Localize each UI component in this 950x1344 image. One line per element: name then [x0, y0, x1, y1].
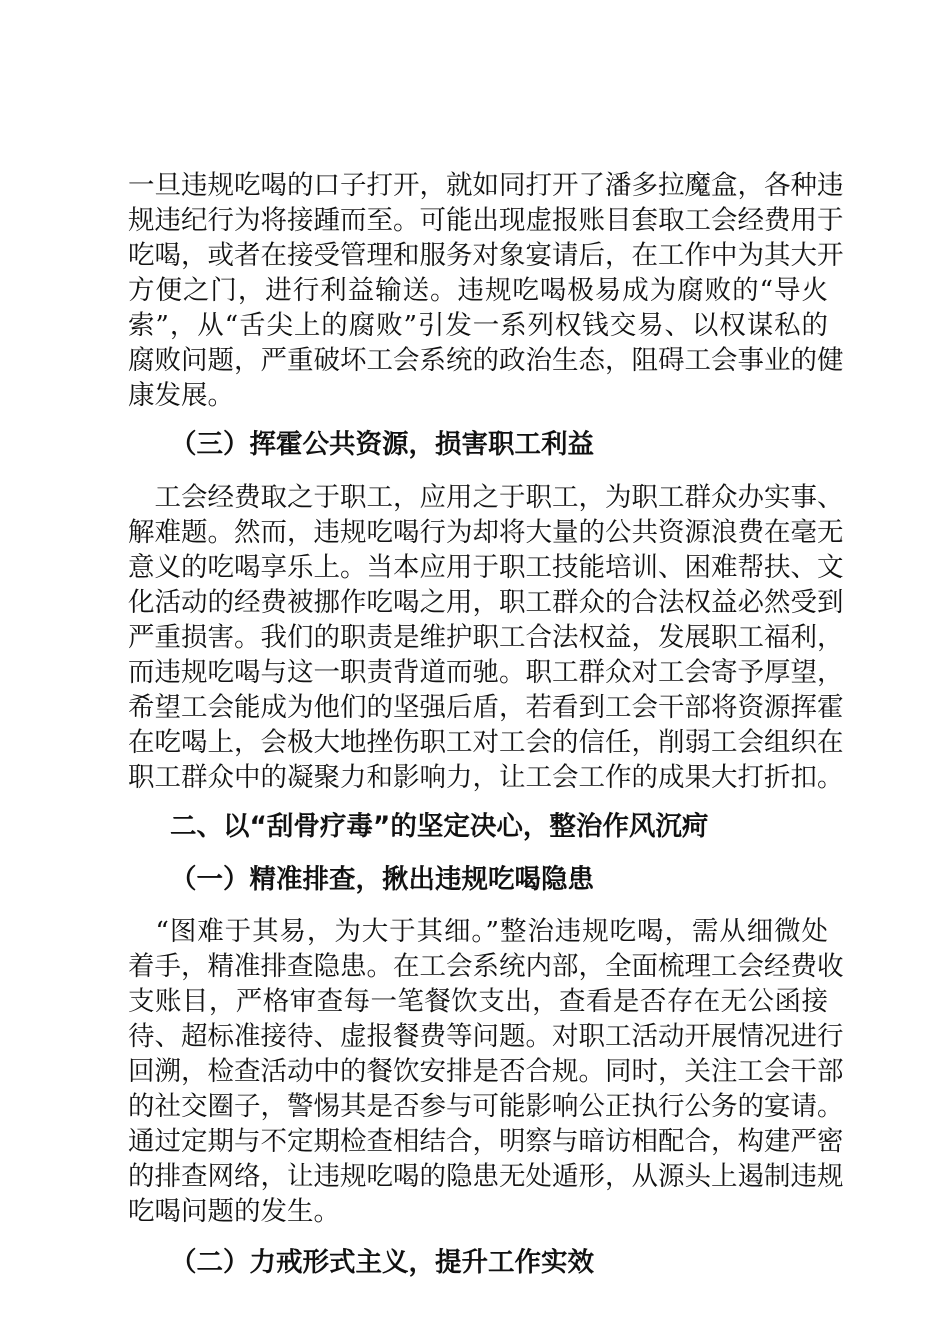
paragraph-line: 方便之门，进行利益输送。违规吃喝极易成为腐败的“导火: [128, 275, 828, 306]
paragraph-line: 通过定期与不定期检查相结合，明察与暗访相配合，构建严密: [128, 1126, 844, 1157]
paragraph-line: 吃喝问题的发生。: [128, 1196, 340, 1227]
paragraph-line: 一旦违规吃喝的口子打开，就如同打开了潘多拉魔盒，各种违: [128, 170, 844, 201]
paragraph-line: “图难于其易，为大于其细。”整治违规吃喝，需从细微处: [128, 916, 828, 947]
paragraph-line: 吃喝，或者在接受管理和服务对象宴请后，在工作中为其大开: [128, 240, 844, 271]
paragraph-line: 腐败问题，严重破坏工会系统的政治生态，阻碍工会事业的健: [128, 345, 844, 376]
paragraph-line: 解难题。然而，违规吃喝行为却将大量的公共资源浪费在毫无: [128, 517, 844, 548]
paragraph-line: 规违纪行为将接踵而至。可能出现虚报账目套取工会经费用于: [128, 205, 844, 236]
paragraph-line: 支账目，严格审查每一笔餐饮支出，查看是否存在无公函接: [128, 986, 828, 1017]
paragraph-line: 严重损害。我们的职责是维护职工合法权益，发展职工福利，: [128, 622, 844, 653]
subsection-heading: （三）挥霍公共资源，损害职工利益: [170, 429, 594, 460]
paragraph-line: 希望工会能成为他们的坚强后盾，若看到工会干部将资源挥霍: [128, 692, 844, 723]
paragraph-line: 而违规吃喝与这一职责背道而驰。职工群众对工会寄予厚望，: [128, 657, 844, 688]
paragraph-line: 意义的吃喝享乐上。当本应用于职工技能培训、困难帮扶、文: [128, 552, 844, 583]
paragraph-line: 的排查网络，让违规吃喝的隐患无处遁形，从源头上遏制违规: [128, 1161, 844, 1192]
paragraph-line: 待、超标准接待、虚报餐费等问题。对职工活动开展情况进行: [128, 1021, 844, 1052]
paragraph-line: 化活动的经费被挪作吃喝之用，职工群众的合法权益必然受到: [128, 587, 844, 618]
subsection-heading: （二）力戒形式主义，提升工作实效: [170, 1247, 594, 1278]
section-heading: 二、以“刮骨疗毒”的坚定决心，整治作风沉疴: [170, 811, 709, 842]
paragraph-line: 的社交圈子，警惕其是否参与可能影响公正执行公务的宴请。: [128, 1091, 844, 1122]
paragraph-line: 康发展。: [128, 380, 234, 411]
paragraph-line: 着手，精准排查隐患。在工会系统内部，全面梳理工会经费收: [128, 951, 844, 982]
paragraph-line: 工会经费取之于职工，应用之于职工，为职工群众办实事、: [128, 482, 844, 513]
paragraph-line: 在吃喝上，会极大地挫伤职工对工会的信任，削弱工会组织在: [128, 727, 844, 758]
subsection-heading: （一）精准排查，揪出违规吃喝隐患: [170, 864, 594, 895]
paragraph-line: 回溯，检查活动中的餐饮安排是否合规。同时，关注工会干部: [128, 1056, 844, 1087]
paragraph-line: 索”，从“舌尖上的腐败”引发一系列权钱交易、以权谋私的: [128, 310, 828, 341]
paragraph-line: 职工群众中的凝聚力和影响力，让工会工作的成果大打折扣。: [128, 762, 844, 793]
